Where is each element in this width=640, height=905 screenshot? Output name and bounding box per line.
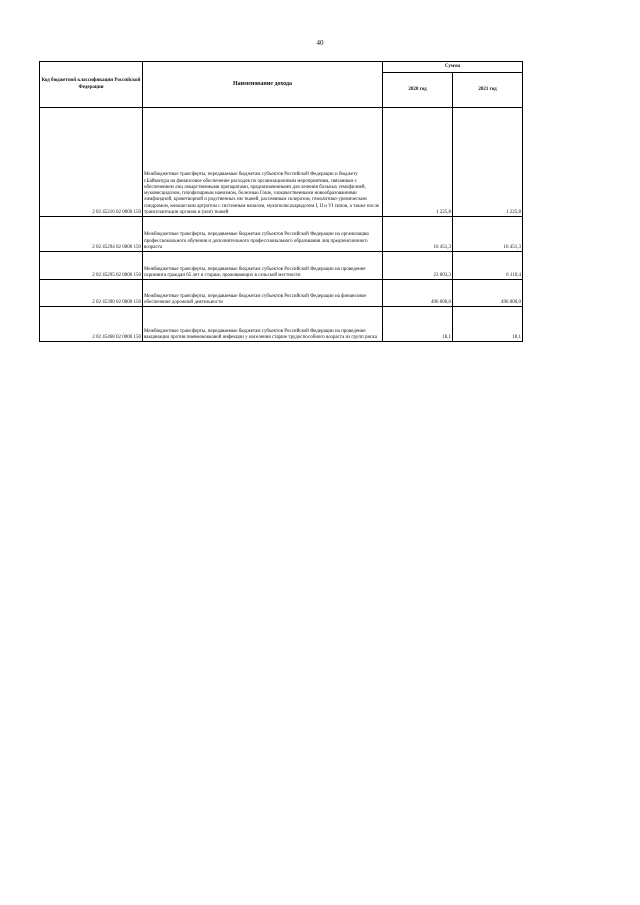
row-code: 2 02 45216 02 0000 150 (40, 108, 143, 217)
row-value-2020: 16 451,3 (383, 217, 453, 252)
table-row (40, 307, 523, 342)
row-name: Межбюджетные трансферты, передаваемые бюджетам субъектов Российской Федерации на проведение скрининга граждан 65 лет и старше, проживающих в сельской местности (143, 252, 383, 280)
row-name: Межбюджетные трансферты, передаваемые бюджетам субъектов Российской Федерации на организацию профессионального обучения и дополнительного профессионального образования лиц предпенсионного возраста (143, 217, 383, 252)
header-year-2020: 2020 год (383, 73, 453, 108)
row-value-2020: 496 000,0 (383, 280, 453, 307)
row-value-2021: 6 110,4 (453, 252, 523, 280)
row-name: Межбюджетные трансферты, передаваемые бюджетам субъектов Российской Федерации на финансовое обеспечение дорожной деятельности (143, 280, 383, 307)
header-code: Код бюджетной классификации Российской Федерации (40, 62, 143, 108)
row-value-2021: 1 225,8 (453, 108, 523, 217)
header-sum: Сумма (383, 62, 523, 73)
row-value-2021: 16 451,3 (453, 217, 523, 252)
row-value-2020: 1 225,8 (383, 108, 453, 217)
row-code: 2 02 45468 02 0000 150 (40, 307, 143, 342)
row-value-2020: 18,1 (383, 307, 453, 342)
header-name: Наименование дохода (143, 62, 383, 108)
budget-revenue-table (39, 61, 523, 342)
table-row (40, 217, 523, 252)
row-name: Межбюджетные трансферты, передаваемые бюджетам субъектов Российской Федерации на проведение вакцинации против пневмококковой инфекции у населения старше трудоспособного возраста из групп риска (143, 307, 383, 342)
table-row (40, 280, 523, 307)
table-row (40, 108, 523, 217)
row-value-2020: 23 603,3 (383, 252, 453, 280)
row-value-2021: 496 000,0 (453, 280, 523, 307)
table-row (40, 252, 523, 280)
row-code: 2 02 45295 02 0000 150 (40, 252, 143, 280)
row-name: Межбюджетные трансферты, передаваемые бюджетам субъектов Российской Федерации и бюджету г.Байконура на финансовое обеспечение расходов по организационным мероприятиям, связанным с обеспечением лиц лекарственными препаратами, предназначенными для лечения больных гемофилией, муковисцидозом, гипофизарным нанизмом, болезнью Гоше, злокачественными новообразованиями лимфоидной, кроветворной и родственных им тканей, рассеянным склерозом, гемолитико-уремическим синдромом, юношеским артритом с системным началом, мукополисахаридозом I, II и VI типов, а также после трансплантации органов и (или) тканей (143, 108, 383, 217)
header-year-2021: 2021 год (453, 73, 523, 108)
row-value-2021: 18,1 (453, 307, 523, 342)
page-number: 40 (316, 39, 324, 47)
row-code: 2 02 45294 02 0000 150 (40, 217, 143, 252)
row-code: 2 02 45390 02 0000 150 (40, 280, 143, 307)
